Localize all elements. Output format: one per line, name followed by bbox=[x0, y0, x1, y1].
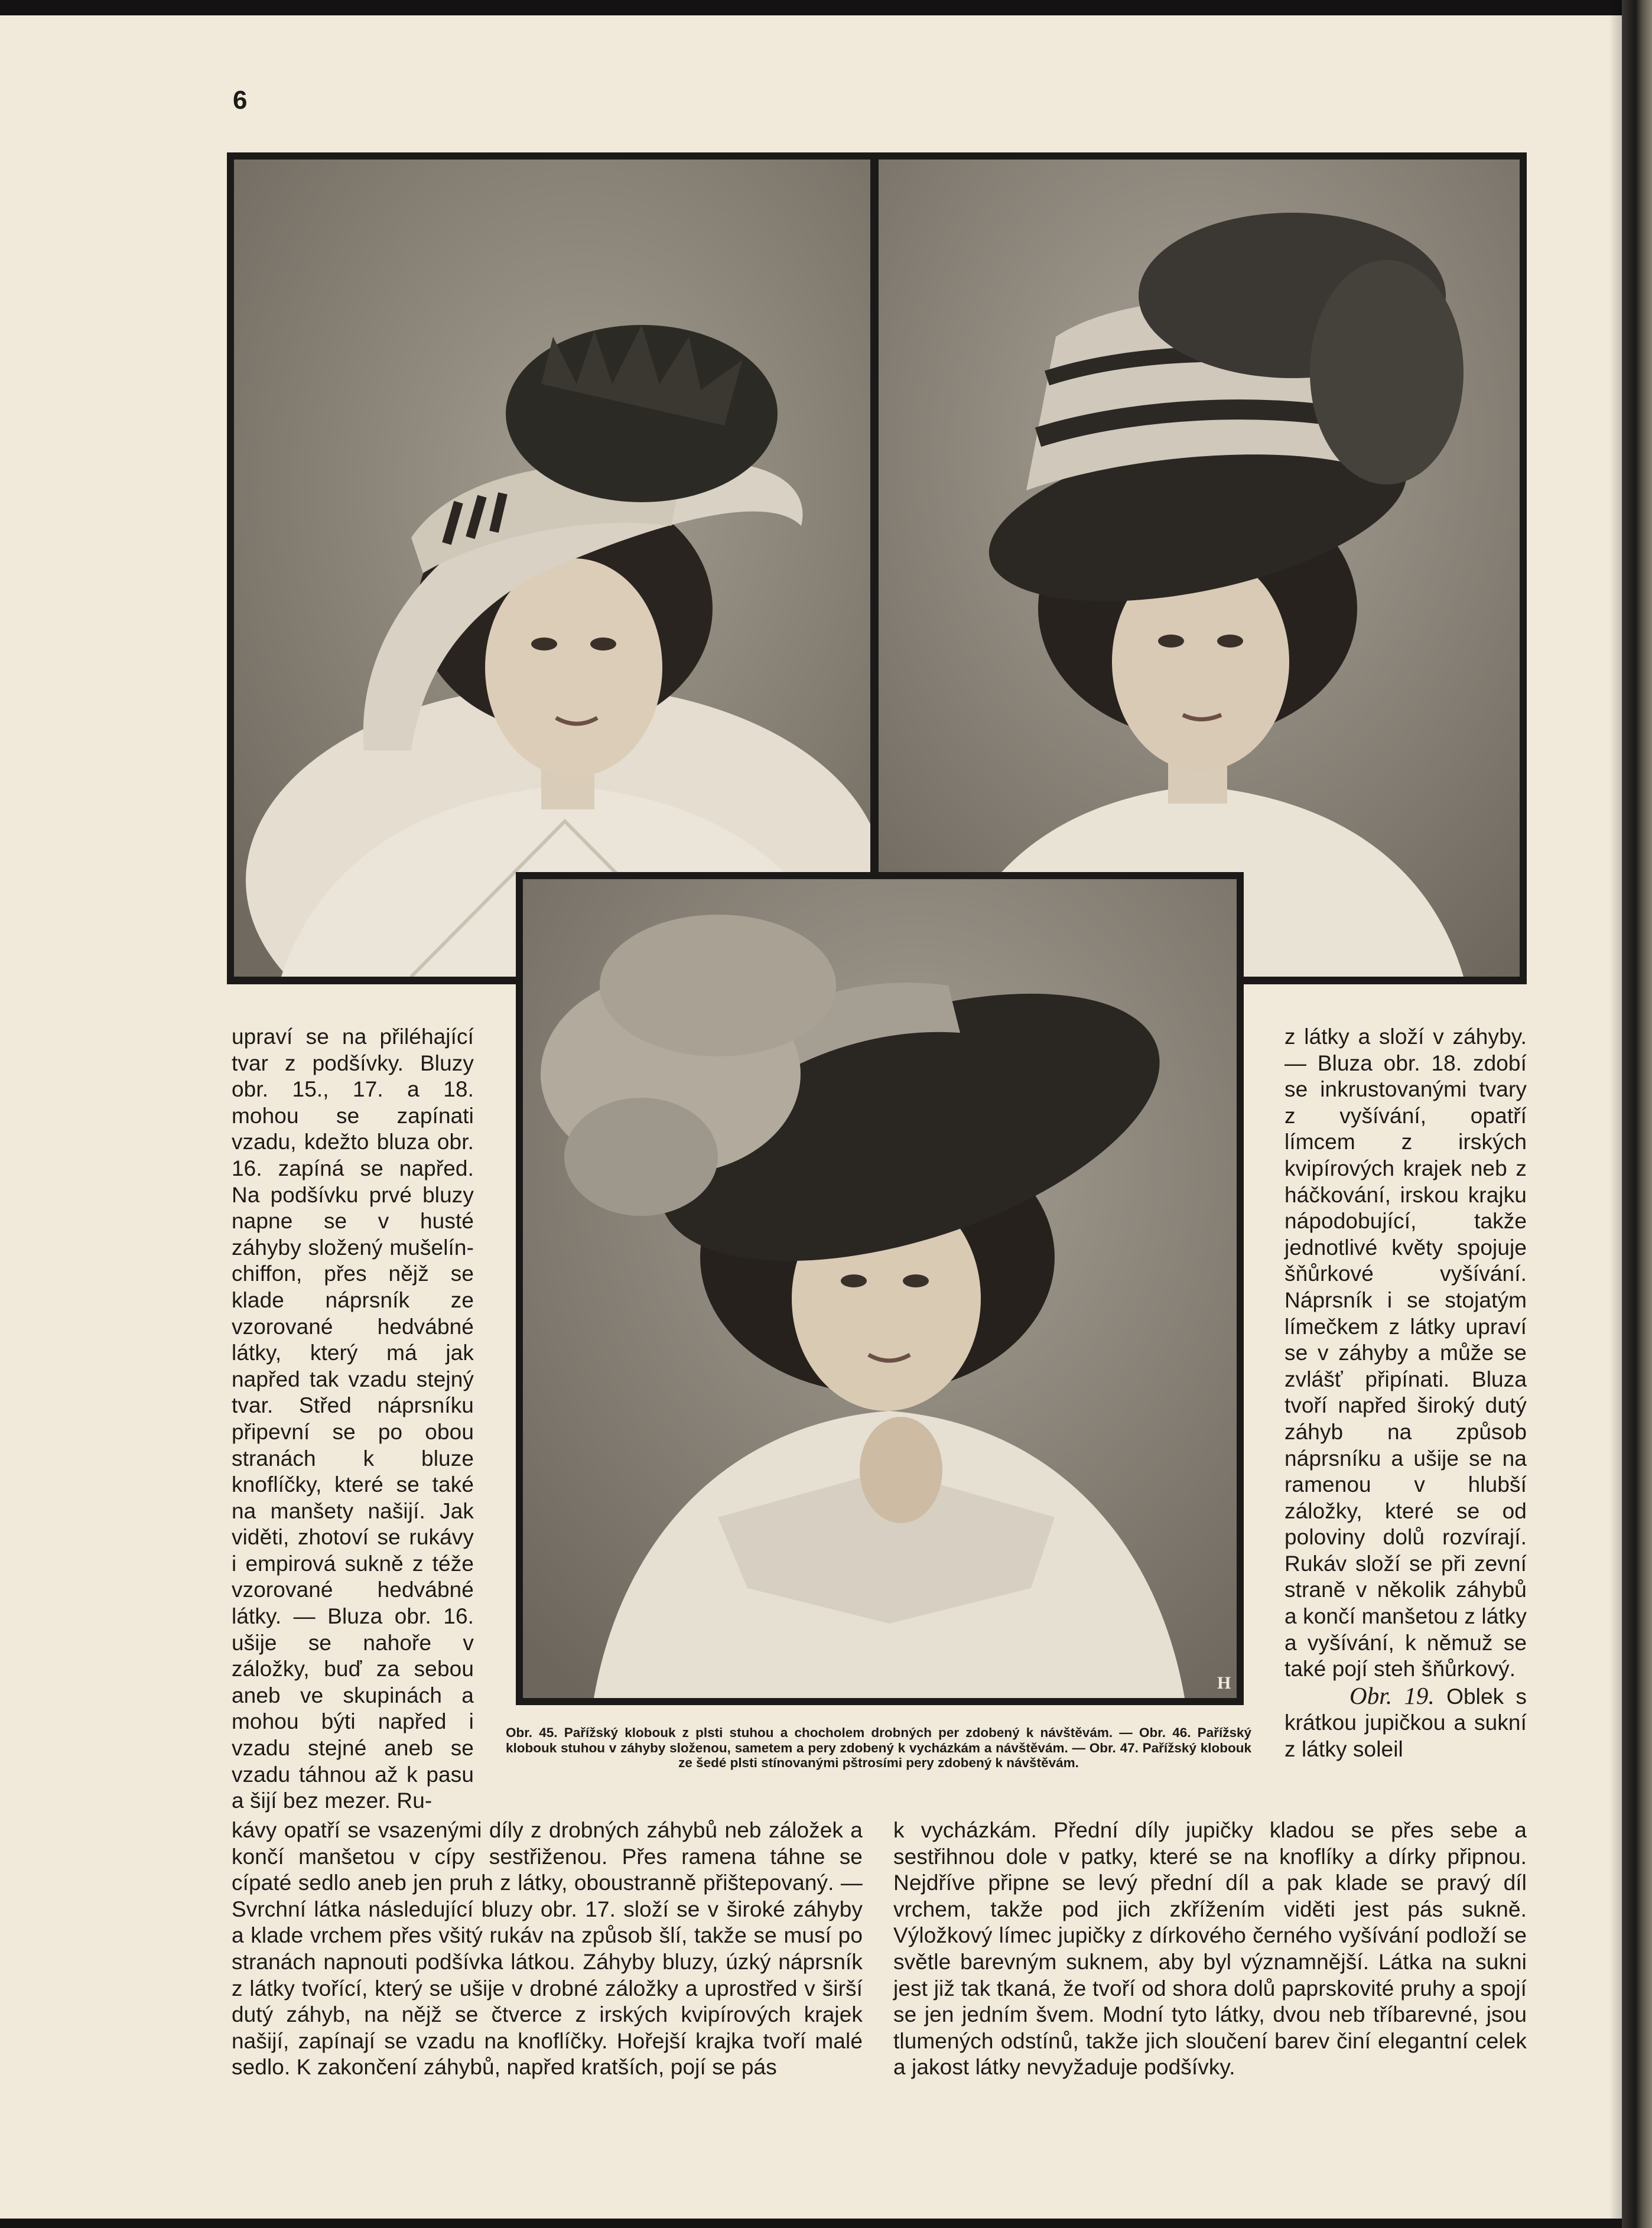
figure-45-illustration bbox=[234, 160, 870, 977]
figure-45-photo bbox=[234, 160, 870, 977]
right-column-text bbox=[1284, 1024, 1527, 1763]
bottom-right-column-text bbox=[893, 1817, 1527, 2081]
photo-panel-top bbox=[227, 152, 1527, 984]
left-column-text bbox=[232, 1024, 474, 1814]
scan-bottom-edge bbox=[0, 2219, 1622, 2228]
photo-panel-center bbox=[516, 872, 1244, 1705]
figure-caption bbox=[506, 1725, 1251, 1771]
figure-19-reference: Obr. 19. bbox=[1349, 1681, 1435, 1709]
figure-47-monogram: H bbox=[1217, 1673, 1231, 1693]
bottom-left-column-text bbox=[232, 1817, 863, 2081]
left-column-paragraph: upraví se na přiléhající tvar z podšívky. Bluzy obr. 15., 17. a 18. mohou se zapínati vzadu, kdežto bluza obr. 16. zapíná se napřed. Na podšívku prvé bluzy napne se v husté záhyby složený mušelín-chiffon, přes nějž se klade náprsník ze vzorované hedvábné látky, který má jak napřed tak vzadu stejný tvar. Střed náprsníku připevní se po obou stranách k bluze knoflíčky, které se také na manšety našijí. Jak viděti, zhotoví se rukávy i empirová sukně z téže vzorované hedvábné látky. — Bluza obr. 16. ušije se nahoře v záložky, buď za sebou aneb ve skupinách a mohou býti napřed i vzadu stejné aneb se vzadu táhnou až k pasu a šijí bez mezer. Ru- bbox=[232, 1024, 474, 1813]
page-number: 6 bbox=[233, 86, 248, 115]
bottom-left-paragraph: kávy opatří se vsazenými díly z drobných záhybů neb záložek a končí manšetou v cípy sestřiženou. Přes ramena táhne se cípaté sedlo aneb jen pruh z látky, oboustranně přištepovaný. — Svrchní látka následující bluzy obr. 17. složí se v široké záhyby a klade vrchem přes všitý rukáv na způsob šlí, takže se musí po stranách napnouti podšívka látkou. Záhyby bluzy, úzký náprsník z látky tvořící, který se ušije v drobné záložky a uprostřed v širší dutý záhyb, na nějž se čtverce z irských kvipírových krajek našijí, zapínají se vzadu na knoflíčky. Hořejší krajka tvoří malé sedlo. K zakončení záhybů, napřed kratších, pojí se pás bbox=[232, 1818, 863, 2080]
scan-top-edge bbox=[0, 0, 1652, 15]
figure-19-lead-text: Oblek s krátkou jupičkou a sukní z látky soleil bbox=[1284, 1684, 1527, 1762]
book-spine-shadow bbox=[1622, 0, 1652, 2228]
figure-caption-text: Obr. 45. Pařížský klobouk z plsti stuhou a chocholem drobných per zdobený k návštěvám. — Obr. 46. Pařížský klobouk stuhou v záhyby složenou, sametem a pery zdobený k vycházkám a návštěvám. — Obr. 47. Pařížský klobouk ze šedé plsti stínovanými pštrosími pery zdobený k návštěvám. bbox=[506, 1725, 1251, 1770]
bottom-right-paragraph: k vycházkám. Přední díly jupičky kladou se přes sebe a sestřihnou dole v patky, které se na knoflíky a dírky připnou. Nejdříve připne se levý přední díl a pak klade se pravý díl vrchem, takže pod jich zkřížením viděti jest pás sukně. Výložkový límec jupičky z dírkového černého vyšívání podloží se světle barevným suknem, aby byl významnější. Látka na sukni jest již tak tkaná, že tvoří od shora dolů paprskovité pruhy a spojí se jen jedním švem. Modní tyto látky, dvou neb tříbarevné, jsou tlumených odstínů, takže jich sloučení barev činí elegantní celek a jakost látky nevyžaduje podšívky. bbox=[893, 1818, 1527, 2080]
right-column-obr19-lead bbox=[1284, 1683, 1527, 1763]
right-column-paragraph: z látky a složí v záhyby. — Bluza obr. 18. zdobí se inkrustovanými tvary z vyšívání, opatří límcem z irských kvipírových krajek neb z háčkování, irskou krajku nápodobující, takže jednotlivé květy spojuje šňůrkové vyšívání. Náprsník i se stojatým límečkem z látky upraví se v záhyby a může se zvlášť připínati. Bluza tvoří napřed široký dutý záhyb na způsob náprsníku a ušije se na ramenou v hlubší záložky, které se od poloviny dolů rozvírají. Rukáv složí se při zevní straně v několik záhybů a končí manšetou z látky a vyšívání, k němuž se také pojí steh šňůrkový. bbox=[1284, 1024, 1527, 1681]
figure-46-photo bbox=[879, 160, 1520, 977]
figure-47-photo bbox=[523, 879, 1237, 1698]
figure-46-illustration bbox=[879, 160, 1520, 977]
figure-47-illustration bbox=[523, 879, 1237, 1698]
